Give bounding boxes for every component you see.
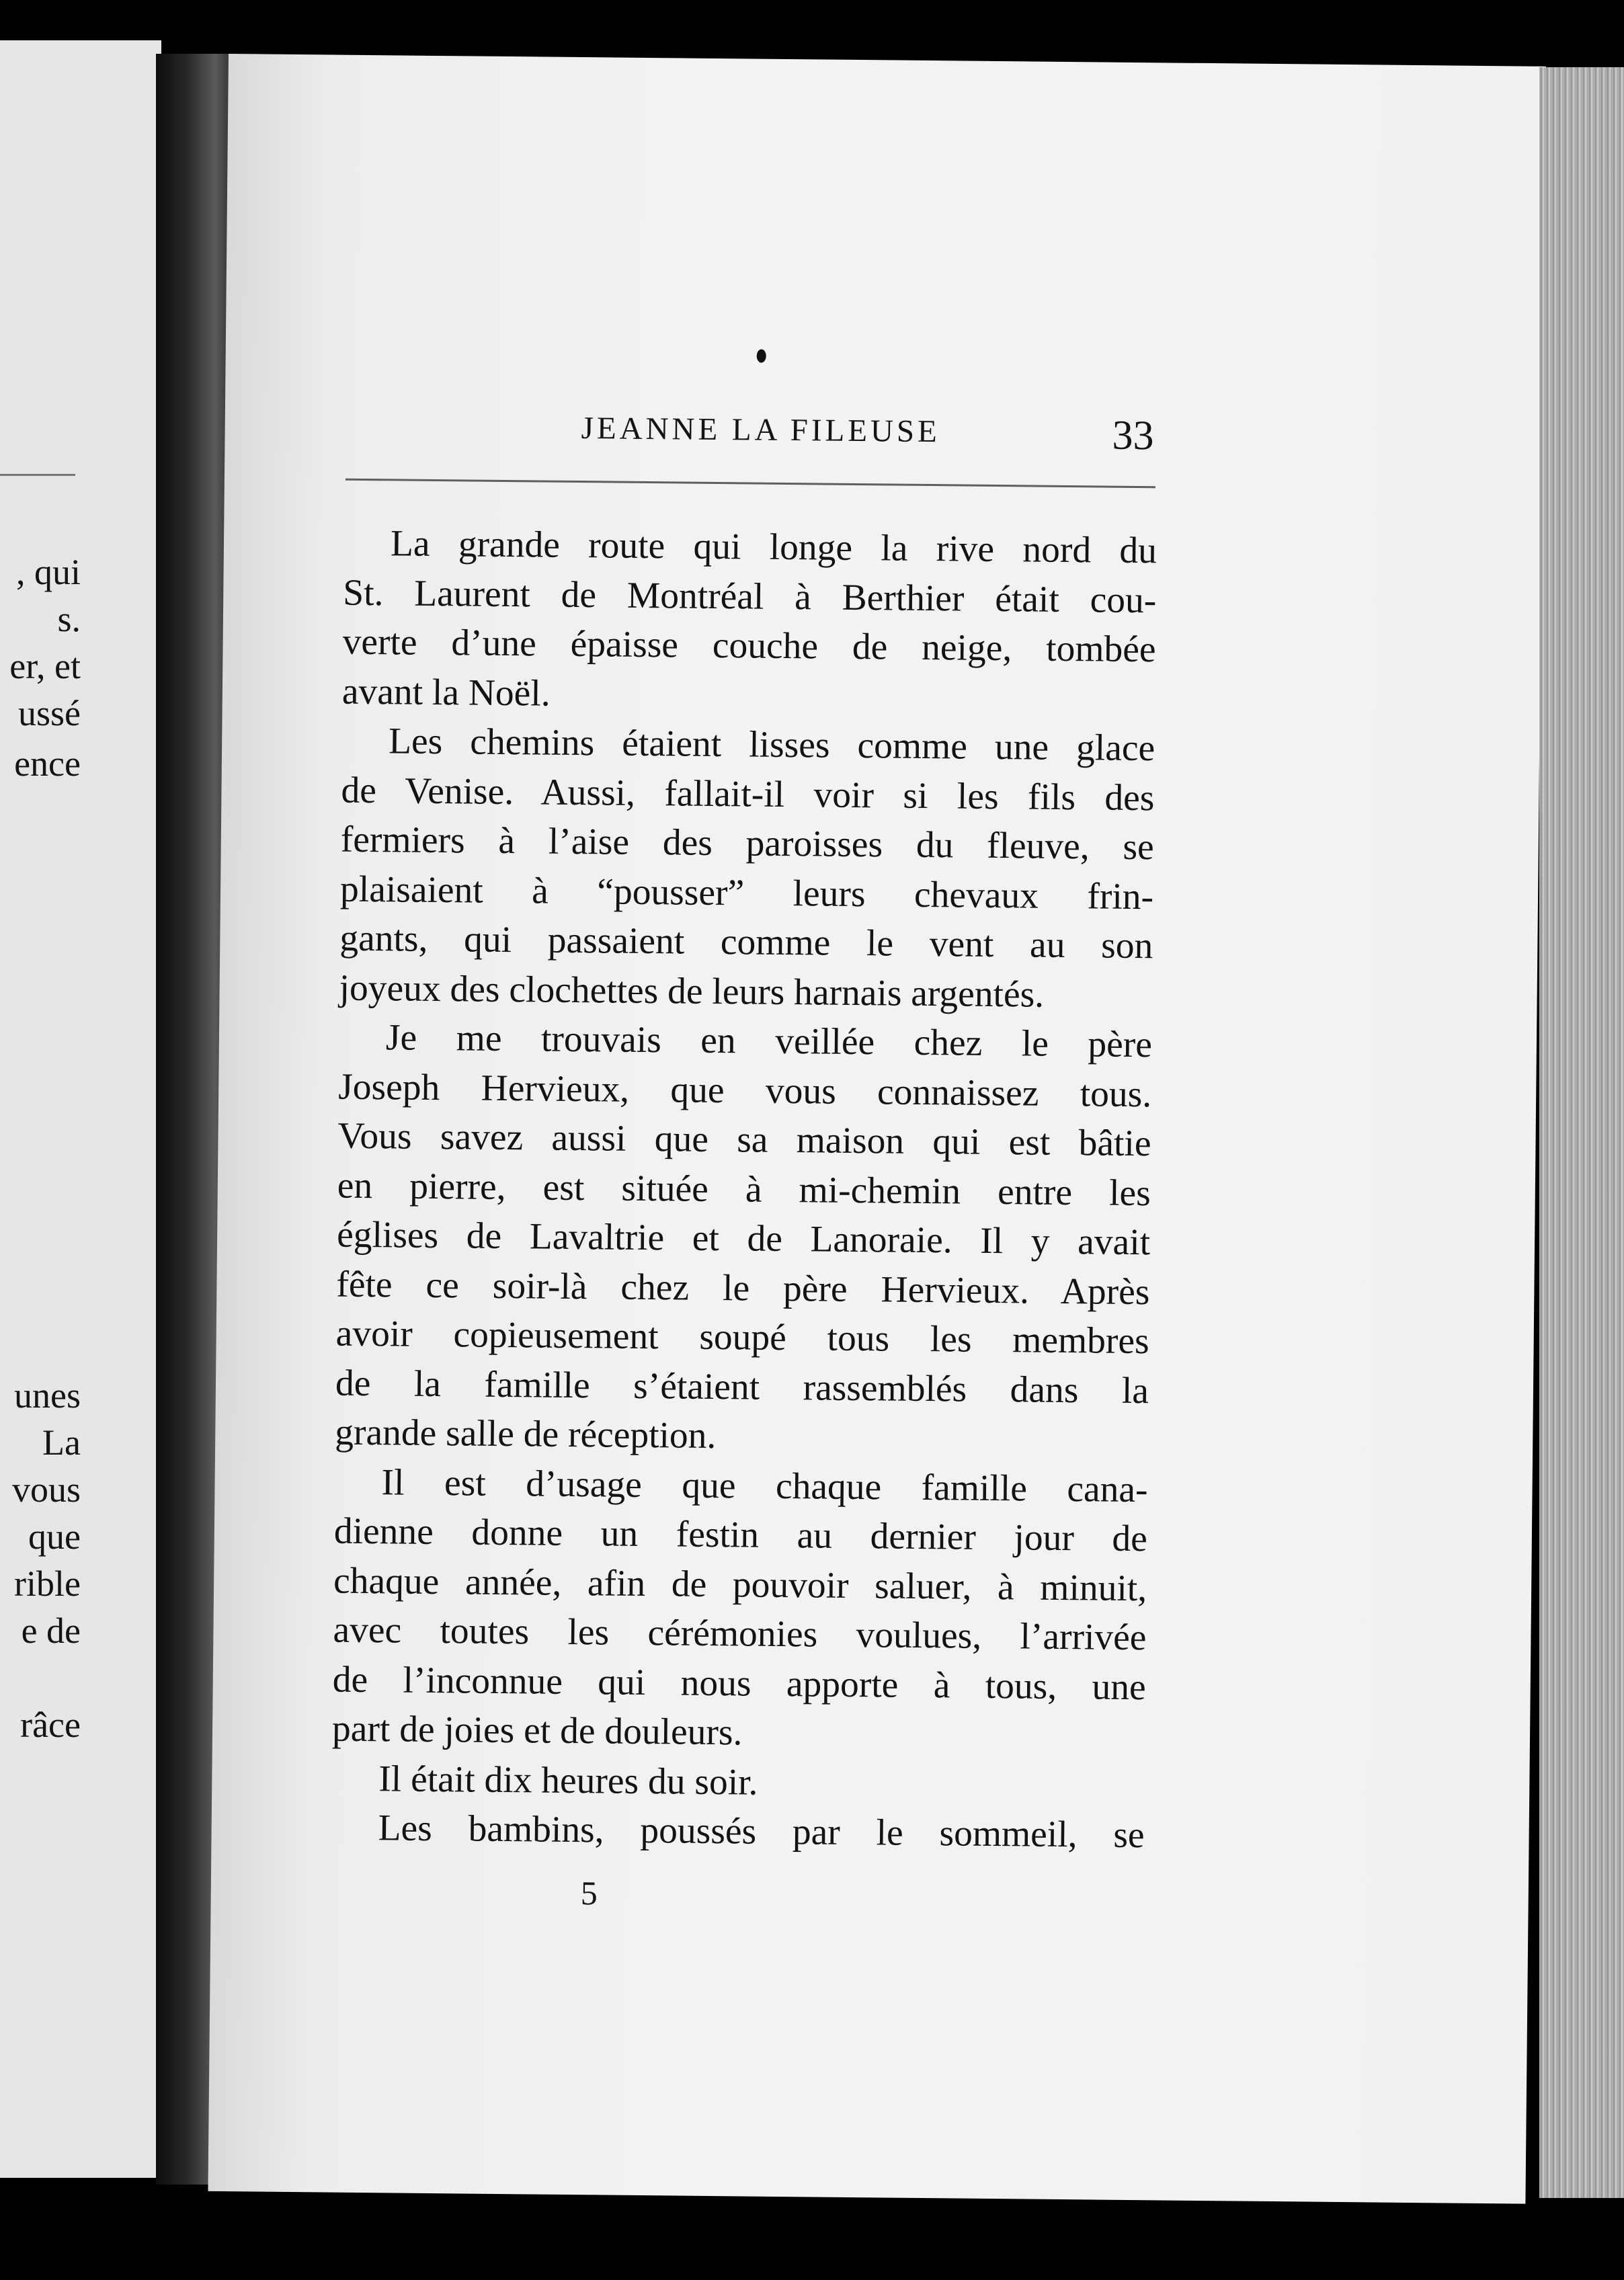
right-page	[208, 54, 1545, 2204]
page-edges	[1539, 67, 1624, 2198]
left-page-rule	[0, 474, 75, 476]
text-line: de Venise. Aussi, fallait-il voir si les fils des	[341, 770, 1155, 819]
text-line: plaisaient à “pousser” leurs chevaux frin-	[339, 868, 1154, 918]
text-line: Les bambins, poussés par le sommeil, se	[378, 1807, 1145, 1857]
text-line: en pierre, est située à mi-chemin entre les	[337, 1165, 1151, 1214]
signature-mark: 5	[580, 1874, 598, 1912]
left-fragment-s: s.	[57, 599, 81, 639]
text-line: grande salle de réception.	[335, 1412, 717, 1457]
text-line: fermiers à l’aise des paroisses du fleuve, se	[340, 819, 1155, 868]
left-fragment-ence: ence	[14, 743, 81, 784]
left-page	[0, 40, 161, 2178]
text-line: joyeux des clochettes de leurs harnais argentés.	[339, 967, 1045, 1016]
text-line: Il était dix heures du soir.	[378, 1758, 758, 1803]
printer-mark-dot	[757, 350, 766, 363]
text-line: Il est d’usage que chaque famille cana-	[381, 1461, 1148, 1510]
text-line: chaque année, afin de pouvoir saluer, à minuit,	[333, 1560, 1147, 1609]
left-fragment-usse: ussé	[18, 693, 81, 733]
text-line: fête ce soir-là chez le père Hervieux. Après	[336, 1264, 1150, 1313]
left-fragment-que: que	[28, 1516, 81, 1557]
left-fragment-er-et: er, et	[9, 646, 81, 686]
text-line: avec toutes les cérémonies voulues, l’arrivée	[333, 1609, 1147, 1659]
text-line: de l’inconnue qui nous apporte à tous, une	[332, 1659, 1147, 1708]
text-line: de la famille s’étaient rassemblés dans la	[335, 1362, 1149, 1412]
left-fragment-rible: rible	[14, 1563, 81, 1604]
left-fragment-unes: unes	[14, 1375, 81, 1416]
text-line: avoir copieusement soupé tous les membres	[335, 1313, 1149, 1362]
text-line: Vous savez aussi que sa maison qui est bâtie	[337, 1115, 1151, 1165]
body-text	[331, 519, 1157, 1861]
text-line: Je me trouvais en veillée chez le père	[385, 1017, 1153, 1066]
text-line: St. Laurent de Montréal à Berthier était cou-	[343, 572, 1157, 621]
left-fragment-la: La	[42, 1422, 81, 1463]
left-fragment-vous: vous	[11, 1469, 81, 1510]
left-fragment-e-de: e de	[21, 1611, 81, 1651]
text-line: gants, qui passaient comme le vent au son	[339, 918, 1153, 967]
header-rule	[346, 479, 1155, 489]
text-line: verte d’une épaisse couche de neige, tombée	[342, 621, 1156, 671]
text-line: Joseph Hervieux, que vous connaissez tous.	[337, 1066, 1152, 1115]
text-line: églises de Lavaltrie et de Lanoraie. Il y avait	[336, 1214, 1151, 1264]
text-line: Les chemins étaient lisses comme une glace	[388, 721, 1155, 770]
left-fragment-qui: , qui	[15, 552, 81, 592]
text-line: dienne donne un festin au dernier jour de	[333, 1510, 1148, 1560]
text-line: part de joies et de douleurs.	[331, 1708, 743, 1754]
page-number: 33	[1112, 412, 1154, 459]
text-line: avant la Noël.	[341, 671, 551, 715]
text-line: La grande route qui longe la rive nord du	[390, 523, 1158, 572]
left-fragment-race: râce	[20, 1705, 81, 1745]
running-head: JEANNE LA FILEUSE	[581, 411, 940, 450]
